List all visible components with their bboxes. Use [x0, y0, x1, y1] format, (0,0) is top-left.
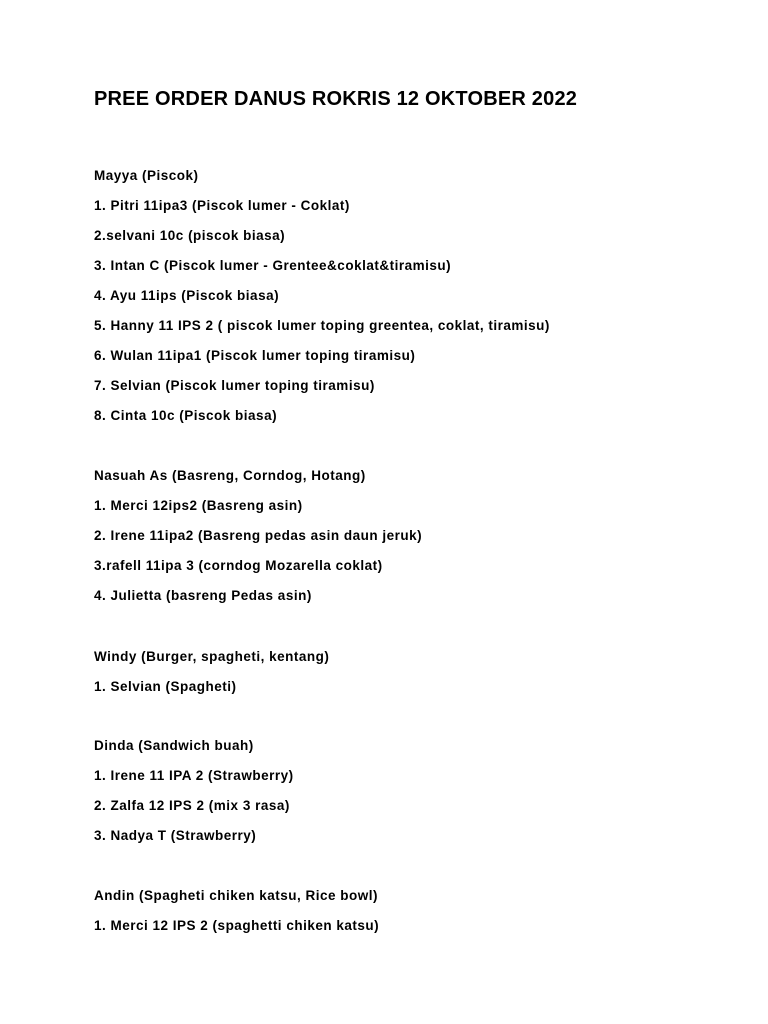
section-heading-andin: Andin (Spagheti chiken katsu, Rice bowl) [94, 888, 379, 903]
order-item: 3.rafell 11ipa 3 (corndog Mozarella coklat) [94, 558, 383, 573]
section-heading-nasuah: Nasuah As (Basreng, Corndog, Hotang) [94, 468, 366, 483]
order-item: 1. Merci 12 IPS 2 (spaghetti chiken katsu) [94, 918, 380, 933]
order-item: 2.selvani 10c (piscok biasa) [94, 228, 286, 243]
order-item: 1. Pitri 11ipa3 (Piscok lumer - Coklat) [94, 198, 350, 213]
section-heading-windy: Windy (Burger, spagheti, kentang) [94, 649, 330, 664]
order-item: 4. Julietta (basreng Pedas asin) [94, 588, 312, 603]
section-heading-mayya: Mayya (Piscok) [94, 168, 199, 183]
order-item: 5. Hanny 11 IPS 2 ( piscok lumer toping greentea, coklat, tiramisu) [94, 318, 550, 333]
order-item: 4. Ayu 11ips (Piscok biasa) [94, 288, 280, 303]
order-item: 3. Intan C (Piscok lumer - Grentee&coklat&tiramisu) [94, 258, 452, 273]
order-item: 6. Wulan 11ipa1 (Piscok lumer toping tiramisu) [94, 348, 416, 363]
order-item: 3. Nadya T (Strawberry) [94, 828, 257, 843]
order-item: 1. Selvian (Spagheti) [94, 679, 237, 694]
order-item: 2. Irene 11ipa2 (Basreng pedas asin daun jeruk) [94, 528, 423, 543]
document-title: PREE ORDER DANUS ROKRIS 12 OKTOBER 2022 [94, 88, 578, 110]
order-item: 7. Selvian (Piscok lumer toping tiramisu) [94, 378, 375, 393]
section-heading-dinda: Dinda (Sandwich buah) [94, 738, 254, 753]
order-item: 1. Merci 12ips2 (Basreng asin) [94, 498, 303, 513]
order-item: 1. Irene 11 IPA 2 (Strawberry) [94, 768, 294, 783]
order-item: 2. Zalfa 12 IPS 2 (mix 3 rasa) [94, 798, 290, 813]
order-item: 8. Cinta 10c (Piscok biasa) [94, 408, 278, 423]
